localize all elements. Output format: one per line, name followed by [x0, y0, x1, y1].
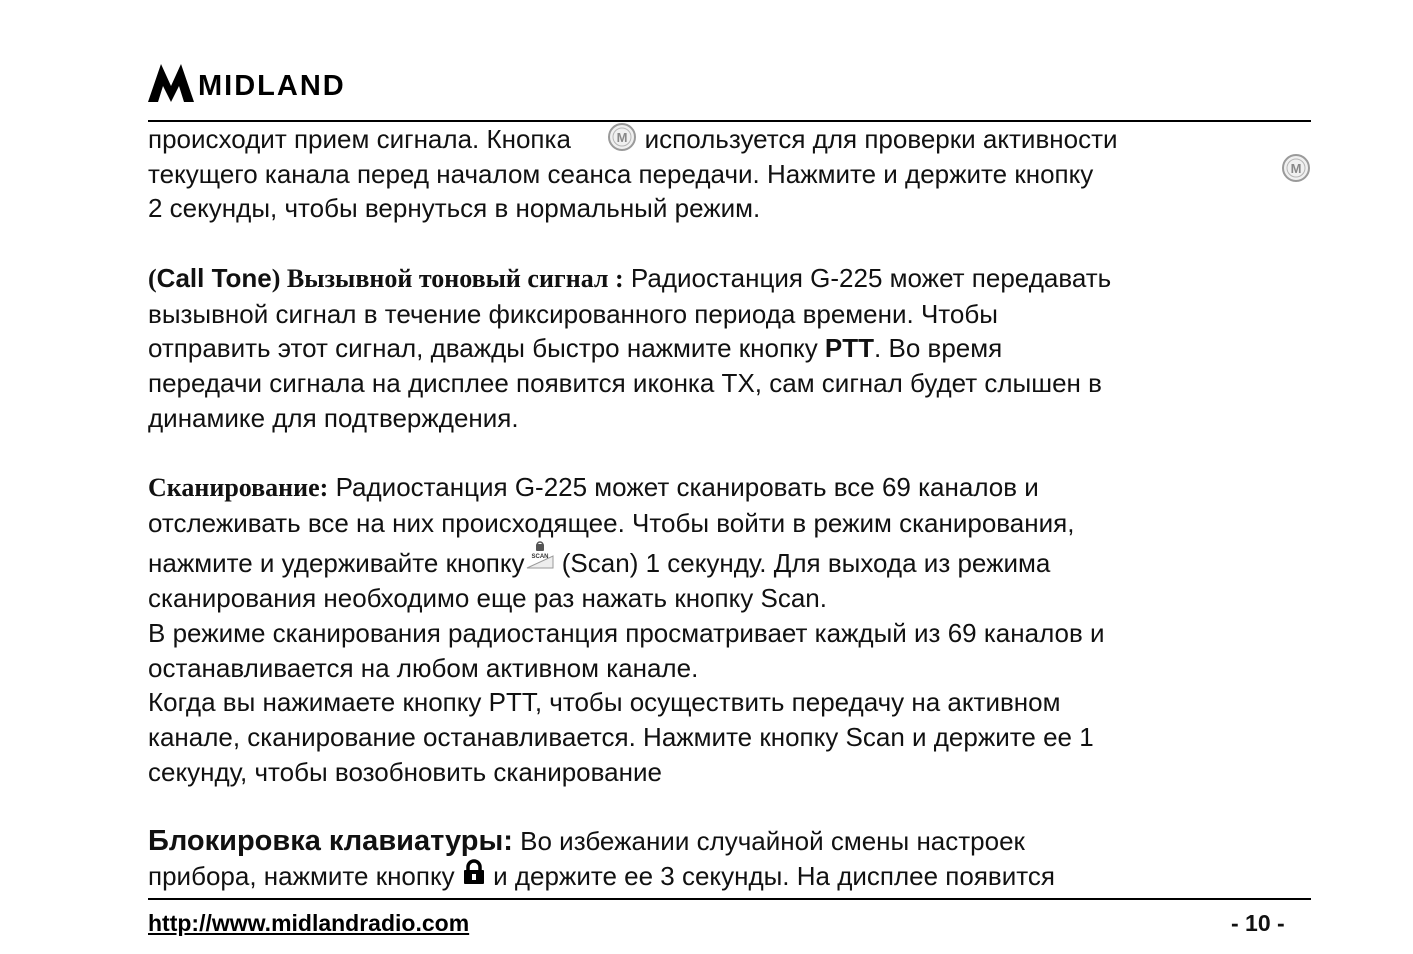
paragraph-line: Когда вы нажимаете кнопку PTT, чтобы осуществить передачу на активном: [148, 687, 1061, 718]
paragraph-line: происходит прием сигнала. Кнопка M используется для проверки активности: [148, 124, 1118, 154]
lock-icon: [462, 859, 486, 885]
svg-text:M: M: [1290, 160, 1302, 176]
paragraph-line: нажмите и удерживайте кнопку SCAN (Scan) 1 секунду. Для выхода из режима: [148, 540, 1328, 581]
scan-heading-line: Сканирование: Радиостанция G-225 может сканировать все 69 каналов и: [148, 472, 1039, 502]
logo-wordmark: MIDLAND: [198, 70, 346, 102]
svg-text:SCAN: SCAN: [531, 554, 549, 561]
paragraph-line: отслеживать все на них происходящее. Чтобы войти в режим сканирования,: [148, 507, 1075, 538]
footer-divider: [148, 898, 1311, 900]
paragraph-line: В режиме сканирования радиостанция просматривает каждый из 69 каналов и: [148, 617, 1105, 648]
paragraph-line: текущего канала перед началом сеанса передачи. Нажмите и держите кнопку M: [148, 157, 1328, 192]
keylock-heading-line: Блокировка клавиатуры: Во избежании случайной смены настроек: [148, 825, 1025, 858]
paragraph-line: сканирования необходимо еще раз нажать кнопку Scan.: [148, 583, 827, 614]
paragraph-line: отправить этот сигнал, дважды быстро нажмите кнопку PTT. Во время: [148, 333, 1003, 364]
scan-button-icon: [525, 540, 555, 570]
paragraph-line: вызывной сигнал в течение фиксированного периода времени. Чтобы: [148, 298, 998, 329]
manual-page-content: [148, 122, 1328, 893]
midland-logo-mark: [148, 62, 194, 104]
svg-text:M: M: [616, 130, 628, 145]
midland-logo: [148, 62, 408, 106]
ptt-label: PTT: [824, 333, 875, 364]
paragraph-line: останавливается на любом активном канале.: [148, 652, 699, 683]
paragraph-line: динамике для подтверждения.: [148, 402, 519, 433]
monitor-button-icon: [607, 122, 637, 152]
page-number: - 10 -: [1231, 910, 1285, 936]
paragraph-line: канале, сканирование останавливается. Нажмите кнопку Scan и держите ее 1: [148, 721, 1094, 752]
paragraph-line: секунду, чтобы возобновить сканирование: [148, 756, 662, 787]
paragraph-line: прибора, нажмите кнопку и держите ее 3 секунды. На дисплее появится: [148, 860, 1055, 891]
website-link[interactable]: http://www.midlandradio.com: [148, 910, 470, 936]
call-tone-heading-line: (Call Tone) Вызывной тоновый сигнал : Радиостанция G-225 может передавать: [148, 262, 1112, 293]
monitor-button-icon: [1281, 153, 1311, 183]
paragraph-line: передачи сигнала на дисплее появится иконка TX, сам сигнал будет слышен в: [148, 367, 1102, 398]
paragraph-line: 2 секунды, чтобы вернуться в нормальный режим.: [148, 193, 761, 224]
